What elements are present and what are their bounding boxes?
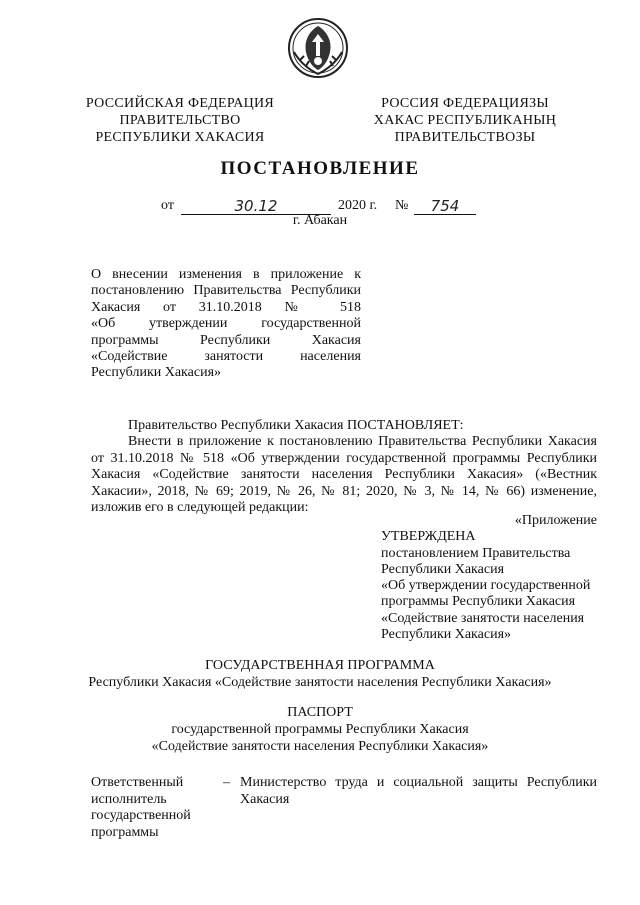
body-text — [91, 418, 597, 516]
approval-line: «Содействие занятости населения — [381, 610, 585, 626]
subject-line: Республики Хакасия» — [91, 365, 222, 381]
passport-line-2: «Содействие занятости населения Республики Хакасия» — [151, 739, 489, 754]
subject-line: Хакасия от 31.10.2018 № 518 — [91, 299, 361, 315]
subject-line: «Содействие занятости населения — [91, 349, 361, 365]
row-label — [91, 775, 201, 841]
approval-line: Республики Хакасия» — [381, 627, 512, 643]
date-year: 2020 г. — [338, 198, 378, 213]
city-name: г. Абакан — [292, 213, 348, 228]
header-left-line-1: РОССИЙСКАЯ ФЕДЕРАЦИЯ — [85, 96, 275, 111]
passport-line-1: государственной программы Республики Хакасия — [171, 722, 469, 737]
approval-block — [381, 513, 597, 643]
appendix-label: «Приложение — [514, 513, 597, 528]
row-label-line: государственной — [91, 808, 191, 823]
number-label: № — [395, 198, 409, 213]
program-title: ГОСУДАРСТВЕННАЯ ПРОГРАММА — [205, 658, 435, 673]
row-label-line: программы — [91, 824, 159, 840]
coat-of-arms-emblem — [286, 16, 350, 80]
approval-line: УТВЕРЖДЕНА — [381, 529, 476, 545]
header-left-line-2: ПРАВИТЕЛЬСТВО — [119, 113, 241, 128]
subject-line: программы Республики Хакасия — [91, 332, 361, 348]
header-left-line-3: РЕСПУБЛИКИ ХАКАСИЯ — [95, 130, 265, 145]
passport-heading — [0, 704, 640, 755]
subject-line: О внесении изменения в приложение к — [91, 267, 361, 282]
subject-block — [91, 267, 361, 382]
date-from-label: от — [161, 198, 174, 213]
row-value — [240, 775, 597, 808]
subject-line: постановлению Правительства Республики — [91, 283, 361, 299]
subject-line: «Об утверждении государственной — [91, 316, 361, 332]
row-value-text: Министерство труда и социальной защиты Республики Хакасия — [240, 775, 597, 807]
row-label-line: исполнитель — [91, 791, 167, 807]
approval-line: программы Республики Хакасия — [381, 594, 576, 610]
number-handwritten: 754 — [414, 197, 476, 215]
date-handwritten: 30.12 — [181, 197, 331, 215]
row-label-line: Ответственный — [91, 775, 184, 790]
header-right — [360, 95, 570, 146]
document-type-title: ПОСТАНОВЛЕНИЕ — [220, 158, 420, 179]
approval-line: Республики Хакасия — [381, 561, 505, 577]
header-right-line-1: РОССИЯ ФЕДЕРАЦИЯЗЫ — [381, 96, 549, 111]
header-right-line-3: ПРАВИТЕЛЬСТВОЗЫ — [394, 130, 536, 145]
program-heading — [0, 657, 640, 691]
approval-line: постановлением Правительства — [381, 545, 571, 561]
header-right-line-2: ХАКАС РЕСПУБЛИКАНЫҢ — [373, 113, 557, 128]
passport-title: ПАСПОРТ — [287, 705, 353, 720]
decree-line: Правительство Республики Хакасия ПОСТАНОВЛЯЕТ: — [128, 418, 464, 433]
program-subtitle: Республики Хакасия «Содействие занятости населения Республики Хакасия» — [88, 675, 552, 690]
header-left — [80, 95, 280, 146]
approval-line: «Об утверждении государственной — [381, 578, 591, 594]
row-dash: – — [223, 775, 230, 790]
decree-paragraph: Внести в приложение к постановлению Правительства Республики Хакасия от 31.10.2018 № 518 «Об утверждении государственной программы Республики Хакасия «Содействие занятости населения Республики Хакасия» («Вестник Хакасии», 2018, № 69; 2019, № 26, № 81; 2020, № 3, № 14, № 66) изменение, изложив его в следующей редакции: — [91, 434, 597, 516]
